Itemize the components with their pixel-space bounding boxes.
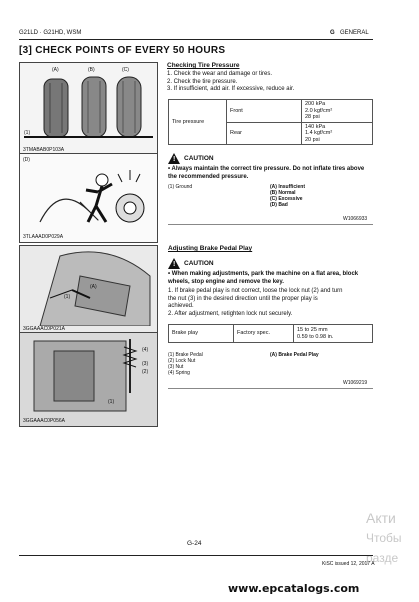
rear-label: Rear — [227, 122, 302, 145]
brake-step: the nut (3) in the desired direction until the proper play is — [168, 295, 318, 302]
brake-spring-figure — [19, 332, 158, 427]
tire-step: 2. Check the tire pressure. — [167, 78, 238, 85]
legend-item: (2) Lock Nut — [168, 358, 196, 364]
watermark-line: Чтобы — [366, 531, 402, 545]
tire-illustration — [20, 73, 157, 143]
brake-ref-code: W1069219 — [343, 380, 368, 386]
tire-explosion-figure — [19, 153, 158, 243]
legend-item: (3) Nut — [168, 364, 184, 370]
brake-play-label: Brake play — [169, 325, 234, 343]
brake-play-value: 0.59 to 0.98 in. — [297, 333, 334, 340]
brake-play-value: 15 to 25 mm — [297, 327, 328, 333]
tire-caution-text: • Always maintain the correct tire pressure. Do not inflate tires above the recommended pressure. — [168, 166, 365, 180]
brake-caution-header — [168, 258, 214, 269]
watermark-line: разде — [366, 551, 399, 565]
pedal-illustration — [20, 246, 157, 326]
section-title: [3] CHECK POINTS OF EVERY 50 HOURS — [19, 45, 226, 56]
figure-code: 3TLAAAD0P029A — [23, 234, 64, 240]
ground-callout: (1) — [24, 130, 31, 136]
tire-legend-ground: (1) Ground — [168, 184, 193, 190]
rear-value: 140 kPa — [305, 123, 326, 130]
figure-label-d: (D) — [23, 157, 30, 163]
figure-code: 3TMABAB0P103A — [23, 147, 65, 153]
divider — [168, 388, 373, 389]
tire-pressure-label: Tire pressure — [169, 100, 227, 145]
caution-title: CAUTION — [184, 260, 214, 267]
tire-heading: Checking Tire Pressure — [167, 62, 240, 69]
front-value: 2.0 kgf/cm² — [305, 107, 333, 114]
tire-step: 1. Check the wear and damage or tires. — [167, 71, 273, 77]
tire-label-a: (A) — [52, 67, 59, 73]
legend-item: (4) Spring — [168, 370, 190, 376]
spring-callout-4: (4) — [142, 347, 149, 353]
page-number: G-24 — [187, 540, 202, 547]
tire-label-b: (B) — [88, 67, 95, 73]
legend-item: (A) Insufficient — [270, 184, 305, 190]
footer-bar — [0, 572, 419, 602]
brake-step: 2. After adjustment, retighten lock nut securely. — [168, 310, 293, 317]
brake-caution-text: • When making adjustments, park the machine on a flat area, block wheels, stop engine and remove the key. — [168, 271, 359, 285]
figure-code: 3GGAAAC0P021A — [23, 326, 65, 332]
brake-legend-list — [168, 352, 203, 376]
front-label: Front — [227, 100, 302, 123]
legend-item: (B) Normal — [270, 190, 296, 196]
tire-label-c: (C) — [122, 67, 129, 73]
front-value: 200 kPa — [305, 101, 326, 107]
brake-heading: Adjusting Brake Pedal Play — [168, 245, 253, 252]
footer-rule — [19, 555, 373, 556]
tire-wear-figure — [19, 62, 158, 156]
factory-spec-label: Factory spec. — [234, 325, 294, 343]
legend-item: (D) Bad — [270, 202, 288, 208]
spring-callout-1: (1) — [108, 399, 115, 405]
activation-watermark — [366, 508, 402, 568]
legend-item: (C) Excessive — [270, 196, 303, 202]
warning-icon: ! — [168, 258, 180, 269]
warning-icon: ! — [168, 153, 180, 164]
brake-step: 1. If brake pedal play is not correct, loose the lock nut (2) and turn — [168, 288, 343, 294]
section-letter: G — [330, 30, 335, 36]
pedal-callout-a: (A) — [90, 284, 97, 290]
figure-code: 3GGAAAC0P056A — [23, 418, 65, 424]
pedal-callout-1: (1) — [64, 294, 71, 300]
caution-title: CAUTION — [184, 155, 214, 162]
brake-play-table — [168, 324, 373, 343]
brake-step: achieved. — [168, 303, 194, 309]
header-rule — [19, 39, 373, 40]
tire-caution-header — [168, 153, 214, 164]
spring-illustration — [20, 333, 157, 417]
rear-value: 20 psi — [305, 136, 320, 143]
doc-model-header: G21LD · G21HD, WSM — [19, 30, 82, 36]
legend-item: (1) Brake Pedal — [168, 352, 203, 358]
divider — [168, 224, 373, 225]
front-value: 28 psi — [305, 114, 320, 120]
footer-url[interactable]: www.epcatalogs.com — [228, 582, 360, 595]
brake-legend-a: (A) Brake Pedal Play — [270, 352, 319, 358]
watermark-line: Акти — [366, 510, 396, 526]
brake-pedal-figure — [19, 245, 158, 335]
tire-step: 3. If insufficient, add air. If excessive, reduce air. — [167, 86, 295, 92]
issue-date: KiSC issued 12, 2017 A — [322, 561, 375, 567]
spring-callout-2: (2) — [142, 369, 149, 375]
section-name: GENERAL — [340, 30, 369, 36]
tire-pressure-table — [168, 99, 373, 145]
person-illustration — [20, 162, 157, 232]
tire-ref-code: W1066933 — [343, 216, 368, 222]
tire-legend-list — [270, 184, 305, 208]
spring-callout-3: (3) — [142, 361, 149, 367]
rear-value: 1.4 kgf/cm² — [305, 130, 333, 136]
